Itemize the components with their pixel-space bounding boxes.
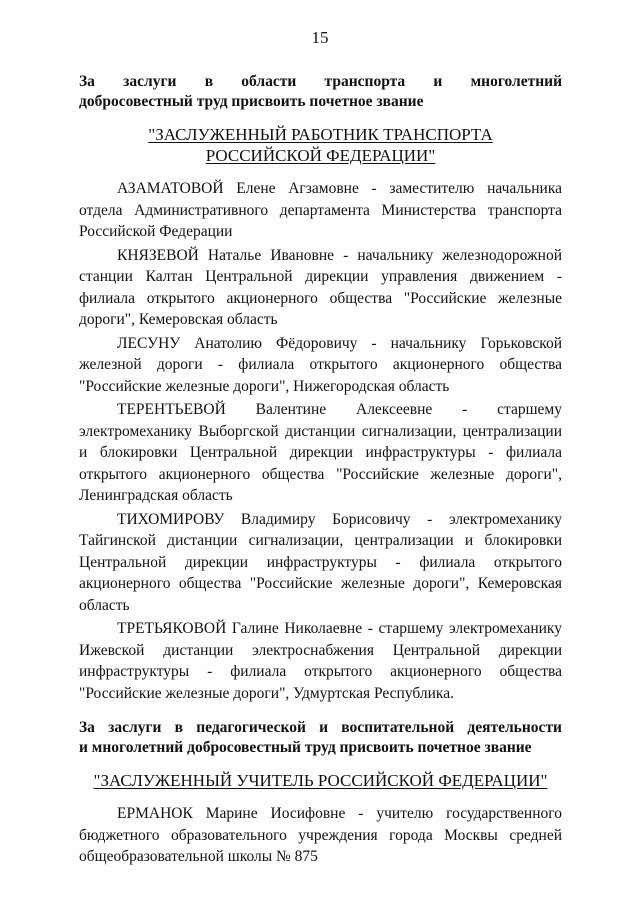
recipient-entry: ЛЕСУНУ Анатолию Фёдоровичу - начальнику Горьковской железной дороги - филиала открытого акционерного общества "Российские железные дороги", Нижегородская область [79, 334, 562, 395]
recipient-entry: АЗАМАТОВОЙ Елене Агзамовне - заместителю начальника отдела Административного департамента Министерства транспорта Российской Федерации [79, 180, 562, 240]
honorary-title [79, 124, 562, 166]
section-intro-line: добросовестный труд присвоить почетное звание [79, 93, 424, 110]
award-section-teacher [79, 718, 562, 868]
honorary-title-line: "ЗАСЛУЖЕННЫЙ РАБОТНИК ТРАНСПОРТА [148, 125, 493, 144]
recipient-entry: ТЕРЕНТЬЕВОЙ Валентине Алексеевне - старшему электромеханику Выборгской дистанции сигнализации, централизации и блокировки Центральной дирекции инфраструктуры - филиала открытого акционерного общества "Российские железные дороги", Ленинградская область [79, 401, 562, 504]
page-number: 15 [311, 28, 329, 47]
recipient-entry: КНЯЗЕВОЙ Наталье Ивановне - начальнику железнодорожной станции Калтан Центральной дирекции управления движением - филиала открытого акционерного общества "Российские железные дороги", Кемеровская область [79, 246, 562, 328]
honorary-title-line: "ЗАСЛУЖЕННЫЙ УЧИТЕЛЬ РОССИЙСКОЙ ФЕДЕРАЦИИ" [93, 771, 548, 790]
recipient-entry: ТРЕТЬЯКОВОЙ Галине Николаевне - старшему электромеханику Ижевской дистанции электроснабжения Центральной дирекции инфраструктуры - филиала открытого акционерного общества "Российские железные дороги", Удмуртская Республика. [79, 620, 562, 702]
recipient-entry: ЕРМАНОК Марине Иосифовне - учителю государственного бюджетного образовательного учреждения города Москвы средней общеобразовательной школы № 875 [79, 805, 562, 865]
section-intro-line: За заслуги в педагогической и воспитательной деятельности [79, 719, 562, 736]
section-intro-line: и многолетний добросовестный труд присвоить почетное звание [79, 739, 532, 756]
honorary-title [79, 770, 562, 791]
recipient-entry: ТИХОМИРОВУ Владимиру Борисовичу - электромеханику Тайгинской дистанции сигнализации, централизации и блокировки Центральной дирекции инфраструктуры - филиала открытого акционерного общества "Российские железные дороги", Кемеровская область [79, 510, 562, 614]
document-body [79, 72, 562, 870]
award-section-transport [79, 72, 562, 704]
section-intro-line: За заслуги в области транспорта и многолетний [79, 73, 562, 90]
section-spacer [79, 706, 562, 718]
honorary-title-line: РОССИЙСКОЙ ФЕДЕРАЦИИ" [205, 146, 436, 165]
